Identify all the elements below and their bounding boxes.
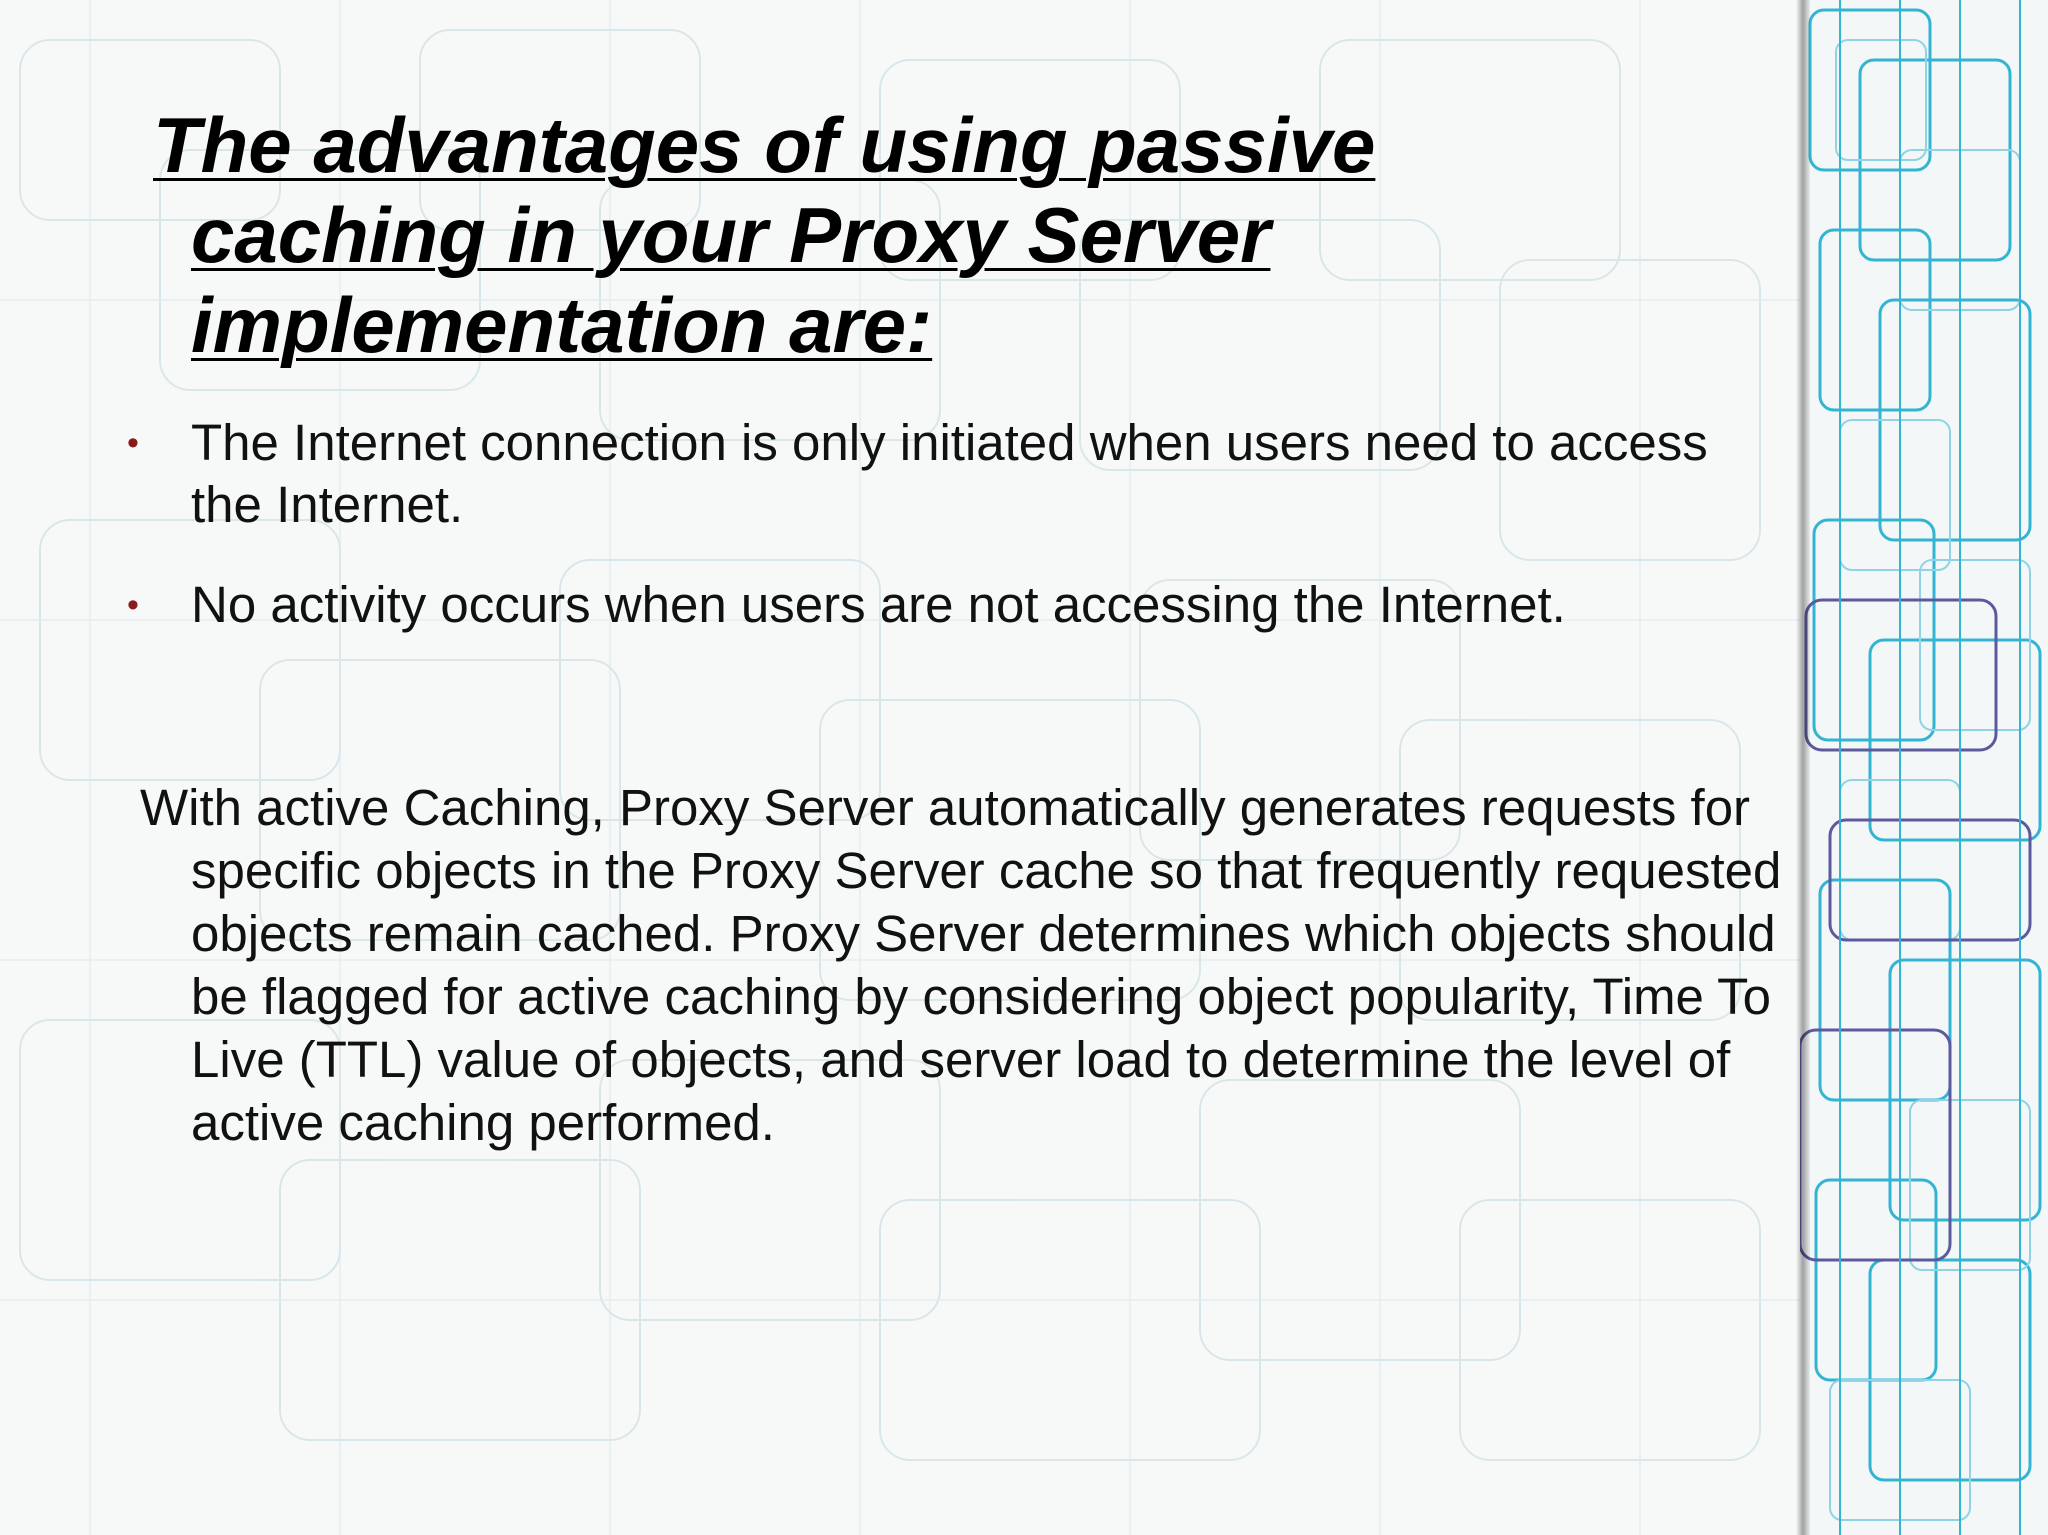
bullet-list xyxy=(125,412,1745,674)
bullet-item xyxy=(125,412,1745,536)
slide-title xyxy=(125,100,1525,370)
title-line-1: The advantages of using passive xyxy=(153,101,1376,189)
title-line-3: implementation are: xyxy=(191,281,933,369)
strip-shadow xyxy=(1796,0,1810,1535)
decorative-strip xyxy=(1800,0,2048,1535)
active-caching-paragraph: With active Caching, Proxy Server automatically generates requests for specific objects in the Proxy Server cache so that frequently requested objects remain cached. Proxy Server determines which objects should be flagged for active caching by considering object popularity, Time To Live (TTL) value of objects, and server load to determine the level of active caching performed. xyxy=(140,779,1782,1151)
bullet-dot-icon: • xyxy=(127,586,139,624)
circuit-lines-graphic xyxy=(1800,0,2048,1535)
bullet-text: No activity occurs when users are not accessing the Internet. xyxy=(191,576,1566,633)
bullet-dot-icon: • xyxy=(127,424,139,462)
title-line-2: caching in your Proxy Server xyxy=(191,191,1271,279)
bullet-item xyxy=(125,574,1745,636)
bullet-text: The Internet connection is only initiated when users need to access the Internet. xyxy=(191,414,1708,533)
